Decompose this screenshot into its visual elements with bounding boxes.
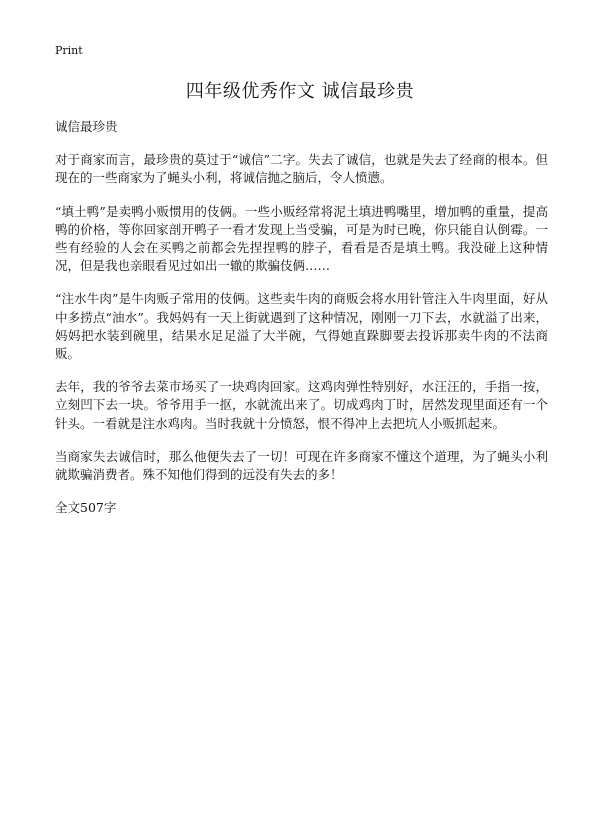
paragraph: “填土鸭”是卖鸭小贩惯用的伎俩。一些小贩经常将泥土填进鸭嘴里，增加鸭的重量，提高鸭的价格，等你回家剖开鸭子一看才发现上当受骗，可是为时已晚，你只能自认倒霉。一些有经验的人会在买鸭之前都会先捏捏鸭的脖子，看看是否是填土鸭。我没碰上这种情况，但是我也亲眼看见过如出一辙的欺骗伎俩…… xyxy=(55,203,548,274)
page-title: 四年级优秀作文 诚信最珍贵 xyxy=(185,81,415,102)
print-label: Print xyxy=(55,44,83,57)
word-count: 全文507字 xyxy=(55,500,117,516)
article-body xyxy=(55,118,548,532)
paragraph: 对于商家而言，最珍贵的莫过于“诚信”二字。失去了诚信，也就是失去了经商的根本。但现在的一些商家为了蝇头小利，将诚信抛之脑后，令人愤懑。 xyxy=(55,152,548,186)
paragraph: “注水牛肉”是牛肉贩子常用的伎俩。这些卖牛肉的商贩会将水用针管注入牛肉里面，好从中多捞点“油水”。我妈妈有一天上街就遇到了这种情况，刚刚一刀下去，水就溢了出来，妈妈把水装到碗里，结果水足足溢了大半碗，气得她直跺脚要去投诉那卖牛肉的不法商贩。 xyxy=(55,291,548,362)
paragraph: 当商家失去诚信时，那么他便失去了一切！可现在许多商家不懂这个道理，为了蝇头小利就欺骗消费者。殊不知他们得到的远没有失去的多！ xyxy=(55,448,548,483)
paragraph: 去年，我的爷爷去菜市场买了一块鸡肉回家。这鸡肉弹性特别好，水汪汪的，手指一按，立刻凹下去一块。爷爷用手一抠，水就流出来了。切成鸡肉丁时，居然发现里面还有一个针头。一看就是注水鸡肉。当时我就十分愤怒，恨不得冲上去把坑人小贩抓起来。 xyxy=(55,379,548,431)
article-subtitle: 诚信最珍贵 xyxy=(55,119,118,134)
